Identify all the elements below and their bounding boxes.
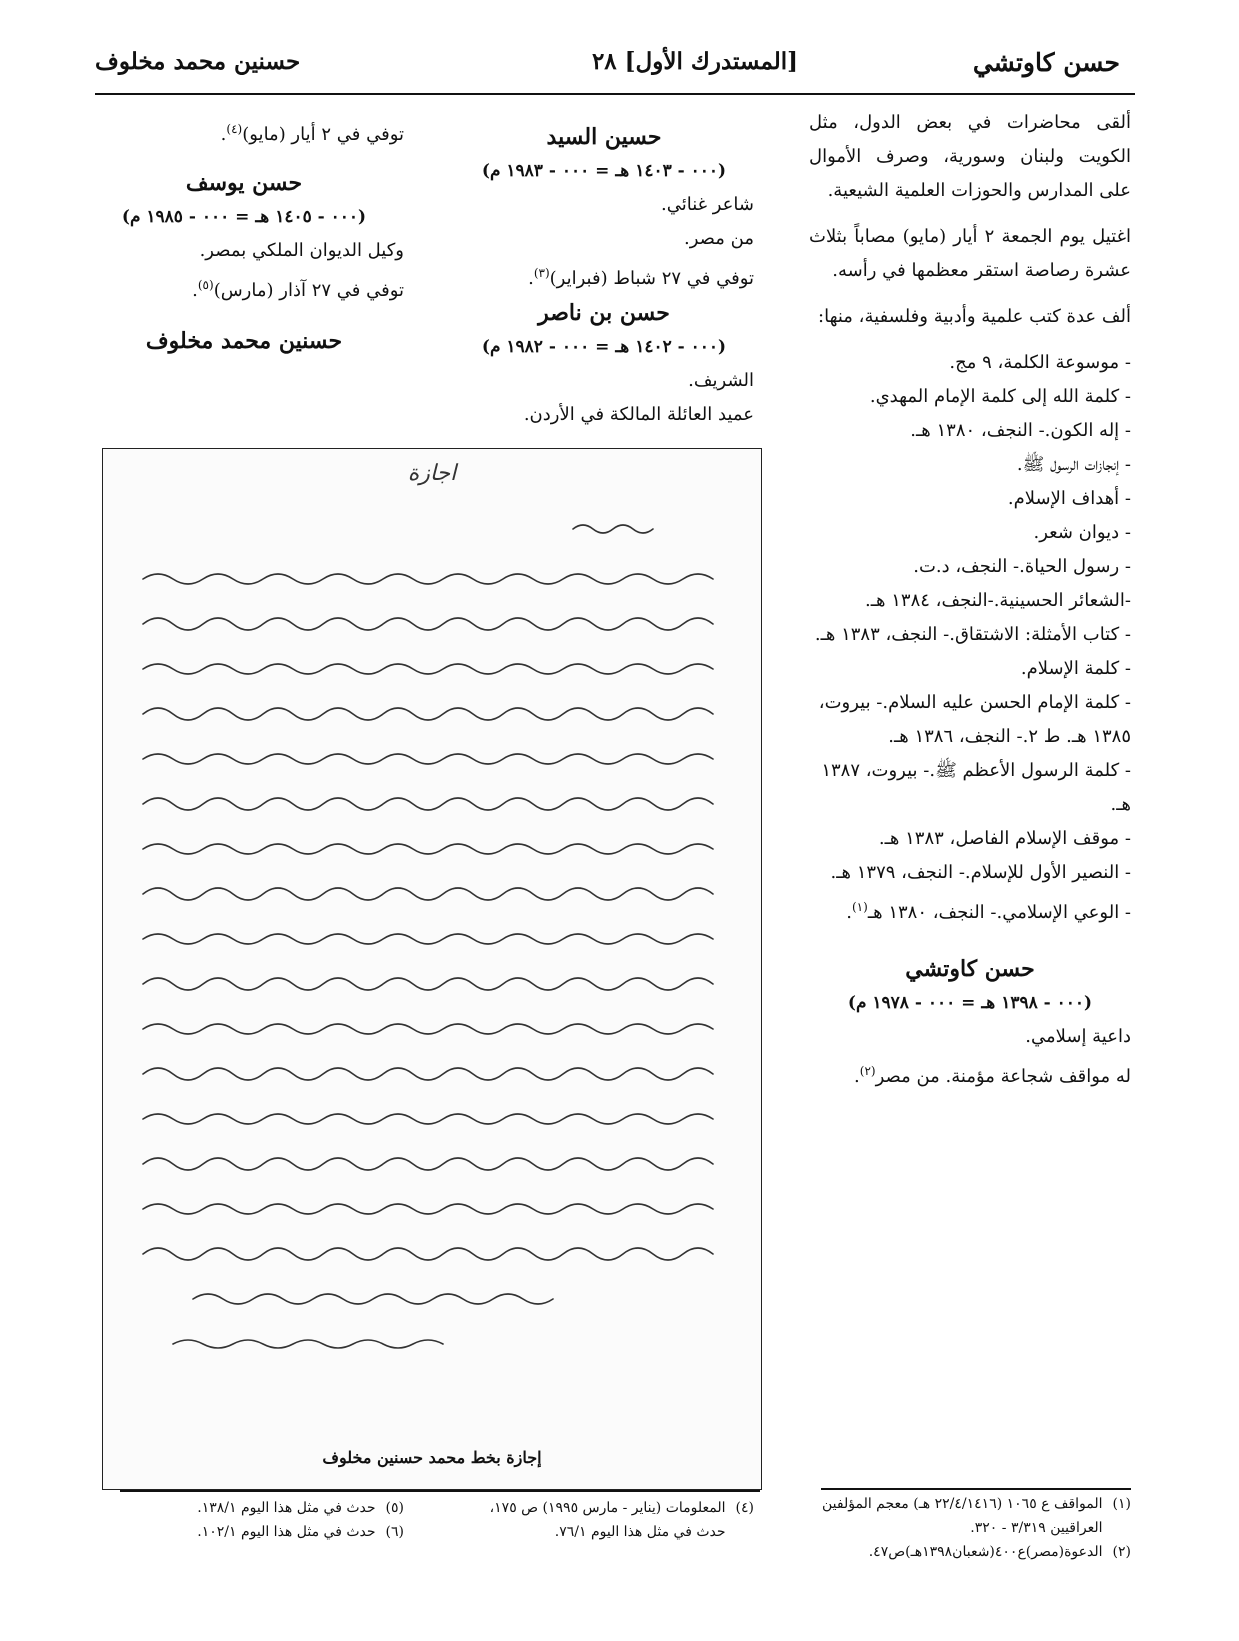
book-item: - رسول الحياة.- النجف، د.ت. <box>913 556 1131 577</box>
book-item: - إله الكون.- النجف، ١٣٨٠ هـ. <box>910 420 1131 441</box>
book-item: - موقف الإسلام الفاصل، ١٣٨٣ هـ. <box>878 828 1131 849</box>
manuscript-caption: إجازة بخط محمد حسنين مخلوف <box>322 1448 542 1467</box>
entry-death: توفي في ٢٧ شباط (فبراير)$^{(٣)}$. <box>528 266 754 289</box>
paragraph: ألقى محاضرات في بعض الدول، مثل الكويت ولبنان وسورية، وصرف الأموال على المدارس والحوزات العلمية الشيعية. <box>809 112 1131 201</box>
header-rule <box>95 93 1135 95</box>
footnote-text: حدث في مثل هذا اليوم ١٠٢/١. <box>197 1524 376 1540</box>
entry-dates: (٠٠٠ - ١٤٠٥ هـ = ٠٠٠ - ١٩٨٥ م) <box>121 207 367 227</box>
entry-title: حسن كاوتشي <box>905 956 1035 982</box>
book-item: - كلمة الله إلى كلمة الإمام المهدي. <box>869 386 1131 407</box>
footnotes-right <box>786 1492 1131 1564</box>
footnote-text: حدث في مثل هذا اليوم ١٣٨/١. <box>197 1500 376 1516</box>
right-column <box>809 106 1131 1094</box>
entry-death-text: توفي في ٢٧ آذار (مارس) <box>213 280 404 301</box>
footnotes-middle <box>464 1496 754 1544</box>
footnote-number: (٥) <box>385 1500 404 1516</box>
entry-dates: (٠٠٠ - ١٤٠٣ هـ = ٠٠٠ - ١٩٨٣ م) <box>481 161 727 181</box>
footnote-text: المواقف ع ١٠٦٥ (٢٢/٤/١٤١٦ هـ) معجم المؤلفين العراقيين ٣/٣١٩ - ٣٢٠. <box>822 1496 1103 1536</box>
book-item: - موسوعة الكلمة، ٩ مج. <box>949 352 1131 373</box>
book-item: - كلمة الرسول الأعظم ﷺ.- بيروت، ١٣٨٧ هـ. <box>821 760 1131 815</box>
entry-line: وكيل الديوان الملكي بمصر. <box>199 240 404 261</box>
footnote-divider <box>120 1490 760 1492</box>
running-header <box>95 48 1120 84</box>
entry-title: حسن بن ناصر <box>538 300 670 326</box>
footnotes-left <box>104 1496 404 1544</box>
footnote <box>104 1496 404 1520</box>
footnote-number: (١) <box>1112 1496 1131 1512</box>
footnote <box>786 1540 1131 1564</box>
entry-note-text: له مواقف شجاعة مؤمنة. من مصر <box>875 1066 1131 1087</box>
manuscript-image <box>102 448 762 1490</box>
book-item-text: - الوعي الإسلامي.- النجف، ١٣٨٠ هـ <box>867 902 1131 923</box>
footnote <box>464 1496 754 1544</box>
paragraph: اغتيل يوم الجمعة ٢ أيار (مايو) مصاباً بثلاث عشرة رصاصة استقر معظمها في رأسه. <box>809 226 1131 281</box>
entry-death-text: توفي في ٢٧ شباط (فبراير) <box>549 268 754 289</box>
book-item: -الشعائر الحسينية.-النجف، ١٣٨٤ هـ. <box>865 590 1131 611</box>
book-item: - كتاب الأمثلة: الاشتقاق.- النجف، ١٣٨٣ هـ. <box>814 624 1131 645</box>
book-item: - كلمة الإسلام. <box>1020 658 1131 679</box>
book-item: - أهداف الإسلام. <box>1007 488 1131 509</box>
footnote-text: المعلومات (يناير - مارس ١٩٩٥) ص ١٧٥، حدث في مثل هذا اليوم ٧٦/١. <box>489 1500 726 1540</box>
footnote-number: (٢) <box>1112 1544 1131 1560</box>
entry-description: داعية إسلامي. <box>1025 1026 1131 1047</box>
footnote-ref: (٤) <box>226 122 243 136</box>
entry-dates: (٠٠٠ - ١٤٠٢ هـ = ٠٠٠ - ١٩٨٢ م) <box>481 337 727 357</box>
footnote-text: الدعوة(مصر)ع٤٠٠(شعبان١٣٩٨هـ)ص٤٧. <box>868 1544 1103 1560</box>
footnote-ref: (١) <box>851 900 868 914</box>
entry-death-text: توفي في ٢ أيار (مايو) <box>242 124 404 145</box>
entry-death: توفي في ٢٧ آذار (مارس)$^{(٥)}$. <box>192 278 404 301</box>
entry-title: حسين السيد <box>546 124 662 150</box>
header-entry-name: حسن كاوتشي <box>972 48 1120 77</box>
header-section-page: [المستدرك الأول] ٢٨ <box>591 48 799 75</box>
book-item: - ديوان شعر. <box>1033 522 1131 543</box>
footnote-ref: (٥) <box>197 278 214 292</box>
left-column <box>84 112 404 358</box>
book-item: - النصير الأول للإسلام.- النجف، ١٣٧٩ هـ. <box>830 862 1131 883</box>
entry-death: توفي في ٢ أيار (مايو)$^{(٤)}$. <box>220 122 404 145</box>
footnote-number: (٦) <box>385 1524 404 1540</box>
book-item: - كلمة الإمام الحسن عليه السلام.- بيروت، ١٣٨٥ هـ. ط ٢.- النجف، ١٣٨٦ هـ. <box>818 692 1131 747</box>
footnote-number: (٤) <box>735 1500 754 1516</box>
header-entry-name-left: حسنين محمد مخلوف <box>95 48 301 75</box>
entry-line: عميد العائلة المالكة في الأردن. <box>523 404 754 425</box>
handwriting-illustration <box>133 509 731 1389</box>
footnote-ref: (٣) <box>533 266 550 280</box>
entry-title: حسن يوسف <box>185 170 303 196</box>
entry-title: حسنين محمد مخلوف <box>145 328 343 354</box>
footnote-ref: (٢) <box>859 1064 876 1078</box>
footnote-divider <box>821 1488 1131 1490</box>
paragraph: ألف عدة كتب علمية وأدبية وفلسفية، منها: <box>818 306 1131 327</box>
book-item: - الوعي الإسلامي.- النجف، ١٣٨٠ هـ$^{(١)}$. <box>846 900 1131 923</box>
footnote <box>786 1492 1131 1540</box>
entry-line: شاعر غنائي. <box>660 194 754 215</box>
manuscript-title: اجازة <box>407 461 457 486</box>
entry-note: له مواقف شجاعة مؤمنة. من مصر$^{(٢)}$. <box>854 1064 1131 1087</box>
footnote <box>104 1520 404 1544</box>
entry-line: من مصر. <box>684 228 754 249</box>
middle-column <box>454 120 754 432</box>
entry-dates: (٠٠٠ - ١٣٩٨ هـ = ٠٠٠ - ١٩٧٨ م) <box>847 993 1093 1013</box>
entry-line: الشريف. <box>688 370 754 391</box>
book-item: - إنجازات الرسول ﷺ. <box>1016 454 1131 475</box>
